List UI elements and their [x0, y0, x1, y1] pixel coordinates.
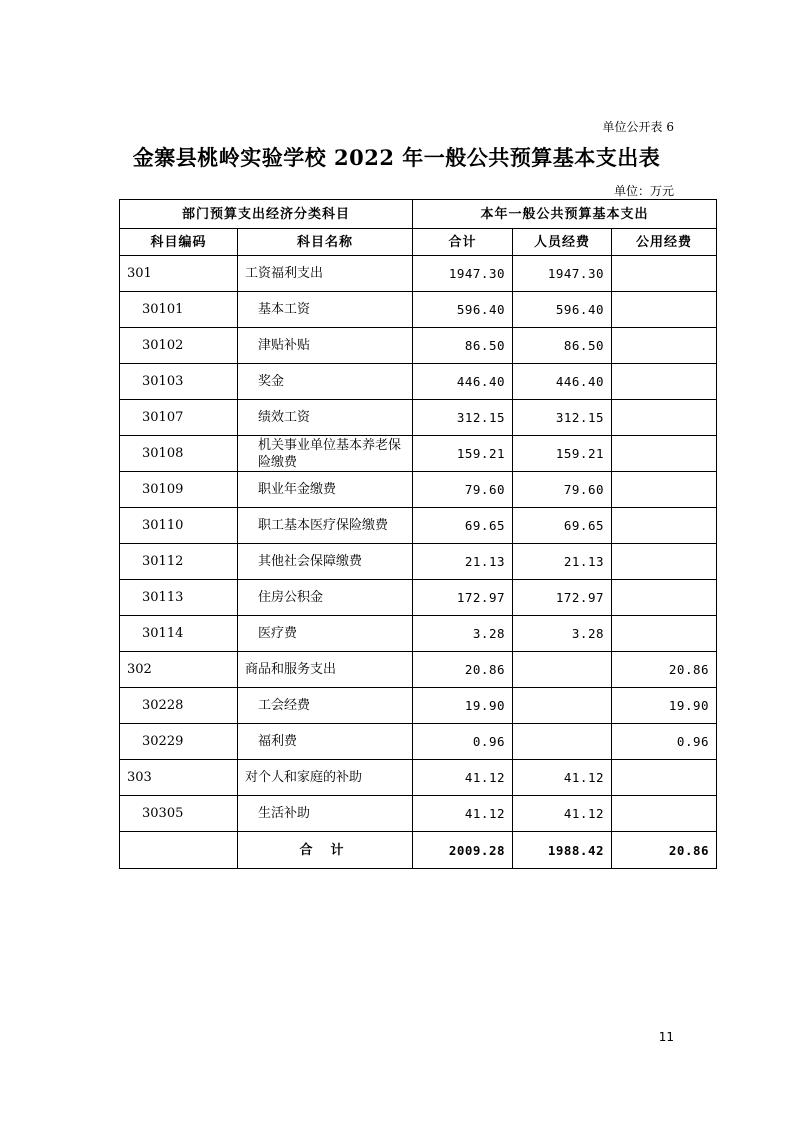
- column-header-total: 合计: [413, 229, 513, 256]
- row-personnel: 3.28: [513, 616, 612, 652]
- page-title: 金寨县桃岭实验学校 2022 年一般公共预算基本支出表: [132, 145, 661, 170]
- row-personnel: 69.65: [513, 508, 612, 544]
- row-public: [612, 472, 717, 508]
- row-code: 30110: [120, 508, 238, 544]
- table-row: [120, 544, 717, 580]
- row-public: [612, 580, 717, 616]
- column-header-row: [120, 229, 717, 256]
- row-code: 30101: [120, 292, 238, 328]
- row-name: 津贴补贴: [238, 328, 413, 364]
- row-public: [612, 400, 717, 436]
- row-total: 3.28: [413, 616, 513, 652]
- row-code: 303: [120, 760, 238, 796]
- row-public: [612, 796, 717, 832]
- row-code: 30108: [120, 436, 238, 472]
- row-name: 职工基本医疗保险缴费: [238, 508, 413, 544]
- column-header-code: 科目编码: [120, 229, 238, 256]
- total-personnel: 1988.42: [513, 832, 612, 869]
- row-total: 159.21: [413, 436, 513, 472]
- table-row: [120, 652, 717, 688]
- row-code: 302: [120, 652, 238, 688]
- row-public: [612, 508, 717, 544]
- row-personnel: 86.50: [513, 328, 612, 364]
- row-total: 41.12: [413, 796, 513, 832]
- row-public: [612, 256, 717, 292]
- header-group-row: [120, 200, 717, 229]
- row-name: 职业年金缴费: [238, 472, 413, 508]
- row-total: 19.90: [413, 688, 513, 724]
- row-personnel: [513, 724, 612, 760]
- table-row: [120, 760, 717, 796]
- budget-table: [119, 199, 717, 869]
- row-public: 0.96: [612, 724, 717, 760]
- row-name: 对个人和家庭的补助: [238, 760, 413, 796]
- row-personnel: 41.12: [513, 760, 612, 796]
- row-personnel: 596.40: [513, 292, 612, 328]
- row-total: 41.12: [413, 760, 513, 796]
- row-public: [612, 544, 717, 580]
- row-public: 20.86: [612, 652, 717, 688]
- row-personnel: 21.13: [513, 544, 612, 580]
- row-code: 30114: [120, 616, 238, 652]
- row-code: 30305: [120, 796, 238, 832]
- total-public: 20.86: [612, 832, 717, 869]
- table-row: [120, 472, 717, 508]
- row-code: 30113: [120, 580, 238, 616]
- row-code: 30102: [120, 328, 238, 364]
- row-personnel: 159.21: [513, 436, 612, 472]
- row-public: [612, 292, 717, 328]
- row-name: 奖金: [238, 364, 413, 400]
- total-sum: 2009.28: [413, 832, 513, 869]
- table-row: [120, 616, 717, 652]
- column-header-name: 科目名称: [238, 229, 413, 256]
- row-total: 69.65: [413, 508, 513, 544]
- row-total: 21.13: [413, 544, 513, 580]
- row-total: 596.40: [413, 292, 513, 328]
- row-name: 基本工资: [238, 292, 413, 328]
- row-personnel: 172.97: [513, 580, 612, 616]
- row-personnel: [513, 652, 612, 688]
- row-personnel: 41.12: [513, 796, 612, 832]
- row-name: 工会经费: [238, 688, 413, 724]
- table-row: [120, 292, 717, 328]
- total-label: 合计: [238, 832, 413, 869]
- row-code: 301: [120, 256, 238, 292]
- table-row: [120, 328, 717, 364]
- row-public: 19.90: [612, 688, 717, 724]
- group-header-classification: 部门预算支出经济分类科目: [120, 200, 413, 229]
- row-code: 30103: [120, 364, 238, 400]
- row-name: 福利费: [238, 724, 413, 760]
- unit-label: 单位：万元: [613, 184, 674, 198]
- row-code: 30109: [120, 472, 238, 508]
- table-row: [120, 508, 717, 544]
- row-name: 医疗费: [238, 616, 413, 652]
- row-name: 商品和服务支出: [238, 652, 413, 688]
- row-code: 30107: [120, 400, 238, 436]
- row-total: 1947.30: [413, 256, 513, 292]
- table-row: [120, 688, 717, 724]
- row-total: 86.50: [413, 328, 513, 364]
- table-row: [120, 724, 717, 760]
- table-row: [120, 400, 717, 436]
- row-name: 生活补助: [238, 796, 413, 832]
- row-personnel: 312.15: [513, 400, 612, 436]
- row-code: 30112: [120, 544, 238, 580]
- group-header-basic-expenditure: 本年一般公共预算基本支出: [413, 200, 717, 229]
- table-row: [120, 256, 717, 292]
- form-number: 单位公开表 6: [602, 120, 674, 134]
- row-total: 0.96: [413, 724, 513, 760]
- row-name: 机关事业单位基本养老保险缴费: [238, 436, 413, 472]
- total-row: [120, 832, 717, 869]
- row-public: [612, 436, 717, 472]
- row-public: [612, 328, 717, 364]
- table-row: [120, 436, 717, 472]
- total-code-cell: [120, 832, 238, 869]
- row-total: 20.86: [413, 652, 513, 688]
- row-total: 312.15: [413, 400, 513, 436]
- row-name: 其他社会保障缴费: [238, 544, 413, 580]
- row-code: 30228: [120, 688, 238, 724]
- row-personnel: 446.40: [513, 364, 612, 400]
- row-total: 172.97: [413, 580, 513, 616]
- row-public: [612, 364, 717, 400]
- row-code: 30229: [120, 724, 238, 760]
- row-personnel: 79.60: [513, 472, 612, 508]
- row-name: 住房公积金: [238, 580, 413, 616]
- row-personnel: [513, 688, 612, 724]
- column-header-public: 公用经费: [612, 229, 717, 256]
- row-name: 工资福利支出: [238, 256, 413, 292]
- table-row: [120, 364, 717, 400]
- table-row: [120, 796, 717, 832]
- column-header-personnel: 人员经费: [513, 229, 612, 256]
- table-row: [120, 580, 717, 616]
- page-number: 11: [658, 1030, 674, 1044]
- row-personnel: 1947.30: [513, 256, 612, 292]
- row-public: [612, 616, 717, 652]
- row-name: 绩效工资: [238, 400, 413, 436]
- row-total: 446.40: [413, 364, 513, 400]
- row-total: 79.60: [413, 472, 513, 508]
- row-public: [612, 760, 717, 796]
